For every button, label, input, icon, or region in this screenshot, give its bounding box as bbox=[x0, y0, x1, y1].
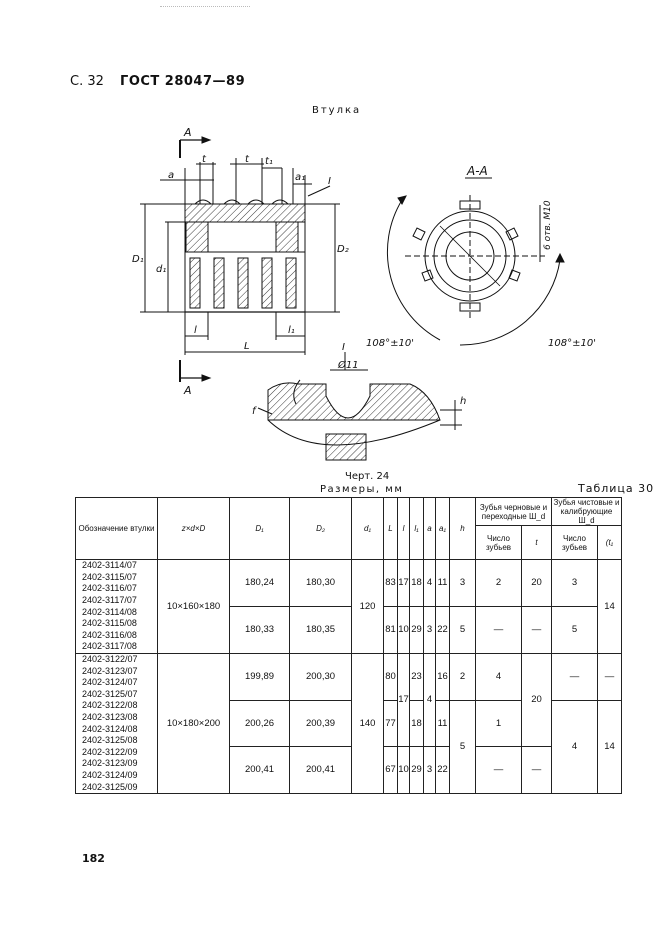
row-designation: 2402-3123/08 bbox=[76, 712, 158, 724]
cell-rough-n: 4 bbox=[476, 653, 522, 700]
dim-t-left: t bbox=[202, 154, 206, 165]
dim-l1: l₁ bbox=[288, 325, 295, 336]
cell-a: 3 bbox=[424, 747, 436, 794]
row-designation: 2402-3125/09 bbox=[76, 781, 158, 793]
cell-l-34: 17 bbox=[398, 653, 410, 746]
cell-D2: 180,30 bbox=[290, 560, 352, 607]
cut-label-bottom: A bbox=[184, 384, 192, 397]
cell-a1: 11 bbox=[436, 700, 450, 746]
row-designation: 2402-3124/07 bbox=[76, 677, 158, 689]
cell-zdD-1: 10×160×180 bbox=[158, 560, 230, 654]
th-a: a bbox=[424, 498, 436, 560]
dim-a1: a₁ bbox=[295, 172, 306, 183]
row-designation: 2402-3117/07 bbox=[76, 595, 158, 607]
cell-rough-n: 2 bbox=[476, 560, 522, 607]
row-designation: 2402-3125/07 bbox=[76, 689, 158, 701]
th-designation: Обозначение втулки bbox=[76, 498, 158, 560]
cell-L: 83 bbox=[384, 560, 398, 607]
cell-a-34: 4 bbox=[424, 653, 436, 746]
dim-f: f bbox=[252, 406, 256, 417]
th-rough-count: Число зубьев bbox=[476, 526, 522, 560]
cell-D2: 200,39 bbox=[290, 700, 352, 746]
row-designation: 2402-3125/08 bbox=[76, 735, 158, 747]
dim-t1: t₁ bbox=[265, 156, 273, 167]
row-designation: 2402-3124/08 bbox=[76, 723, 158, 735]
th-l1: l₁ bbox=[410, 498, 424, 560]
cell-t1: — bbox=[598, 653, 622, 700]
cell-D1: 180,33 bbox=[230, 606, 290, 653]
row-designation: 2402-3123/07 bbox=[76, 665, 158, 677]
cell-h: 2 bbox=[450, 653, 476, 700]
th-a1: a₁ bbox=[436, 498, 450, 560]
row-designation: 2402-3123/09 bbox=[76, 758, 158, 770]
cell-a: 4 bbox=[424, 560, 436, 607]
th-finish-group: Зубья чистовые и калибрующие Ш_d bbox=[553, 498, 620, 525]
dim-L: L bbox=[244, 341, 250, 352]
cell-fin-n: 5 bbox=[552, 606, 598, 653]
standard-label: ГОСТ 28047—89 bbox=[120, 74, 246, 89]
cell-a1: 22 bbox=[436, 606, 450, 653]
row-designation: 2402-3124/09 bbox=[76, 770, 158, 782]
dim-angle-left: 108°±10' bbox=[366, 338, 414, 349]
cell-D2: 200,30 bbox=[290, 653, 352, 700]
cell-t: — bbox=[522, 747, 552, 794]
row-designation: 2402-3122/07 bbox=[76, 653, 158, 665]
cell-fin-45: 4 bbox=[552, 700, 598, 793]
dim-angle-right: 108°±10' bbox=[548, 338, 596, 349]
dim-d1: d₁ bbox=[156, 264, 167, 275]
detail-label: I bbox=[328, 176, 331, 187]
th-D1: D₁ bbox=[230, 498, 290, 560]
row-designation: 2402-3116/08 bbox=[76, 630, 158, 642]
row-designation: 2402-3122/09 bbox=[76, 747, 158, 759]
cell-a: 3 bbox=[424, 606, 436, 653]
drawing-title: Втулка bbox=[312, 105, 362, 116]
cell-l1: 18 bbox=[410, 700, 424, 746]
th-zdD: z×d×D bbox=[158, 498, 230, 560]
cell-l1: 29 bbox=[410, 606, 424, 653]
cell-zdD-2: 10×180×200 bbox=[158, 653, 230, 793]
cell-rough-n: 1 bbox=[476, 700, 522, 746]
dim-D1: D₁ bbox=[132, 254, 144, 265]
th-t: t bbox=[522, 526, 552, 560]
cell-L: 81 bbox=[384, 606, 398, 653]
cell-l: 10 bbox=[398, 606, 410, 653]
spec-table bbox=[75, 497, 622, 794]
dim-holes: 6 отв. M10 bbox=[543, 200, 553, 250]
cell-fin-n: — bbox=[552, 653, 598, 700]
section-label: A-A bbox=[467, 164, 488, 178]
cell-a1: 11 bbox=[436, 560, 450, 607]
dim-t: t bbox=[245, 154, 249, 165]
cell-l: 10 bbox=[398, 747, 410, 794]
row-designation: 2402-3114/08 bbox=[76, 606, 158, 618]
dim-a: a bbox=[168, 170, 175, 181]
row-designation: 2402-3115/07 bbox=[76, 572, 158, 584]
scan-artifact bbox=[160, 6, 250, 7]
row-designation: 2402-3116/07 bbox=[76, 583, 158, 595]
cell-h-45: 5 bbox=[450, 700, 476, 793]
dim-h: h bbox=[460, 396, 467, 407]
row-designation: 2402-3114/07 bbox=[76, 560, 158, 572]
th-t1: (t₁ bbox=[598, 526, 622, 560]
dim-D2: D₂ bbox=[337, 244, 349, 255]
page-header bbox=[70, 74, 245, 89]
cell-D2: 180,35 bbox=[290, 606, 352, 653]
row-designation: 2402-3117/08 bbox=[76, 641, 158, 653]
cell-t1-12: 14 bbox=[598, 560, 622, 654]
cell-a1: 16 bbox=[436, 653, 450, 700]
th-finish-count: Число зубьев bbox=[552, 526, 598, 560]
cell-l1: 23 bbox=[410, 653, 424, 700]
th-L: L bbox=[384, 498, 398, 560]
th-h: h bbox=[450, 498, 476, 560]
table-caption: Таблица 30 bbox=[578, 482, 655, 495]
sizes-caption: Размеры, мм bbox=[320, 484, 404, 495]
dim-l: l bbox=[194, 325, 197, 336]
cut-label-top: A bbox=[184, 126, 192, 139]
cell-D2: 200,41 bbox=[290, 747, 352, 794]
cell-l1: 29 bbox=[410, 747, 424, 794]
cell-D1: 199,89 bbox=[230, 653, 290, 700]
cell-h: 5 bbox=[450, 606, 476, 653]
cell-l: 17 bbox=[398, 560, 410, 607]
cell-t: 20 bbox=[522, 560, 552, 607]
cell-D1: 200,41 bbox=[230, 747, 290, 794]
cell-L: 67 bbox=[384, 747, 398, 794]
row-designation: 2402-3122/08 bbox=[76, 700, 158, 712]
page-number: 182 bbox=[82, 852, 105, 865]
row-designation: 2402-3115/08 bbox=[76, 618, 158, 630]
cell-d1-2: 140 bbox=[352, 653, 384, 793]
cell-a1: 22 bbox=[436, 747, 450, 794]
th-D2: D₂ bbox=[290, 498, 352, 560]
cell-fin-n: 3 bbox=[552, 560, 598, 607]
page-label: С. 32 bbox=[70, 74, 104, 89]
th-l: l bbox=[398, 498, 410, 560]
detail-label-2: I bbox=[342, 342, 345, 353]
cell-h: 3 bbox=[450, 560, 476, 607]
cell-D1: 180,24 bbox=[230, 560, 290, 607]
cell-L: 80 bbox=[384, 653, 398, 700]
cell-t1-45: 14 bbox=[598, 700, 622, 793]
th-rough-group: Зубья черновые и переходные Ш_d bbox=[476, 498, 552, 526]
cell-rough-n: — bbox=[476, 747, 522, 794]
cell-rough-n: — bbox=[476, 606, 522, 653]
cell-t-34: 20 bbox=[522, 653, 552, 746]
cell-L: 77 bbox=[384, 700, 398, 746]
th-d1: d₁ bbox=[352, 498, 384, 560]
cell-D1: 200,26 bbox=[230, 700, 290, 746]
cell-l1: 18 bbox=[410, 560, 424, 607]
cell-d1-1: 120 bbox=[352, 560, 384, 654]
figure-caption: Черт. 24 bbox=[345, 471, 390, 482]
bushing-drawing bbox=[0, 110, 661, 475]
dim-dia11: Ø11 bbox=[338, 360, 359, 371]
cell-t: — bbox=[522, 606, 552, 653]
